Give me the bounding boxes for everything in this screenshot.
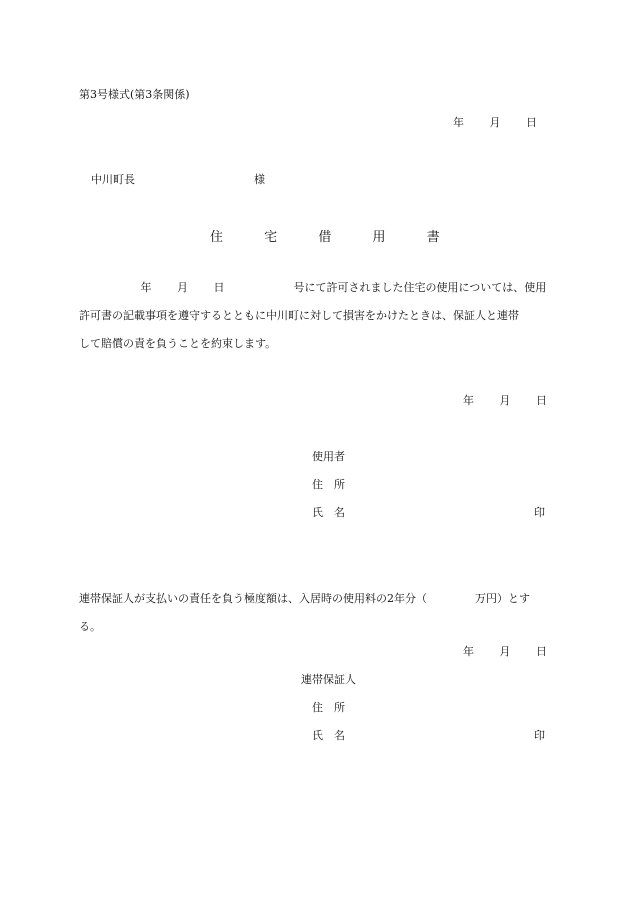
date-top-month: 月 <box>489 116 501 129</box>
body-date <box>141 281 251 294</box>
date-top-year: 年 <box>453 116 464 129</box>
user-name-label: 氏 名 <box>312 506 345 519</box>
guarantor-seal: 印 <box>534 729 545 742</box>
title-char-2: 宅 <box>264 230 278 245</box>
addressee-honorific: 様 <box>254 173 265 186</box>
guarantee-text: 連帯保証人が支払いの責任を負う極度額は、入居時の使用料の2年分（ <box>79 592 427 605</box>
guarantee-line-2: る。 <box>79 620 101 633</box>
body-paragraph <box>79 274 549 358</box>
addressee-name: 中川町長 <box>91 173 135 186</box>
date-top-day: 日 <box>526 116 537 129</box>
user-label: 使用者 <box>312 450 345 463</box>
body-date-day: 日 <box>213 281 225 294</box>
body-line-1-text: 号にて許可されました住宅の使用については、使用 <box>293 281 547 294</box>
title-char-5: 書 <box>426 230 440 245</box>
body-line-2: 許可書の記載事項を遵守するとともに中川町に対して損害をかけたときは、保証人と連帯 <box>79 309 519 322</box>
user-seal: 印 <box>534 506 545 519</box>
date-mid <box>463 392 547 408</box>
title-char-3: 借 <box>318 230 332 245</box>
guarantor-name-label: 氏 名 <box>312 729 345 742</box>
date-mid-month: 月 <box>499 394 511 407</box>
guarantor-label: 連帯保証人 <box>301 673 356 686</box>
guarantee-unit: 万円）とす <box>475 592 530 605</box>
user-address-label: 住 所 <box>312 478 345 491</box>
date-top <box>453 114 537 130</box>
date-mid-day: 日 <box>536 394 547 407</box>
title-char-1: 住 <box>210 230 224 245</box>
form-number: 第3号様式(第3条関係) <box>79 88 190 101</box>
date-bottom <box>463 643 547 659</box>
document-title <box>210 226 440 245</box>
date-bottom-year: 年 <box>463 645 474 658</box>
body-line-1 <box>79 274 549 302</box>
guarantee-line-1 <box>79 585 549 613</box>
date-mid-year: 年 <box>463 394 474 407</box>
date-bottom-day: 日 <box>536 645 547 658</box>
body-date-year: 年 <box>140 281 152 294</box>
guarantor-address-label: 住 所 <box>312 701 345 714</box>
body-date-month: 月 <box>177 281 188 294</box>
date-bottom-month: 月 <box>499 645 511 658</box>
body-line-3: して賠償の責を負うことを約束します。 <box>79 337 277 350</box>
title-char-4: 用 <box>372 230 386 245</box>
guarantee-paragraph <box>79 585 549 641</box>
